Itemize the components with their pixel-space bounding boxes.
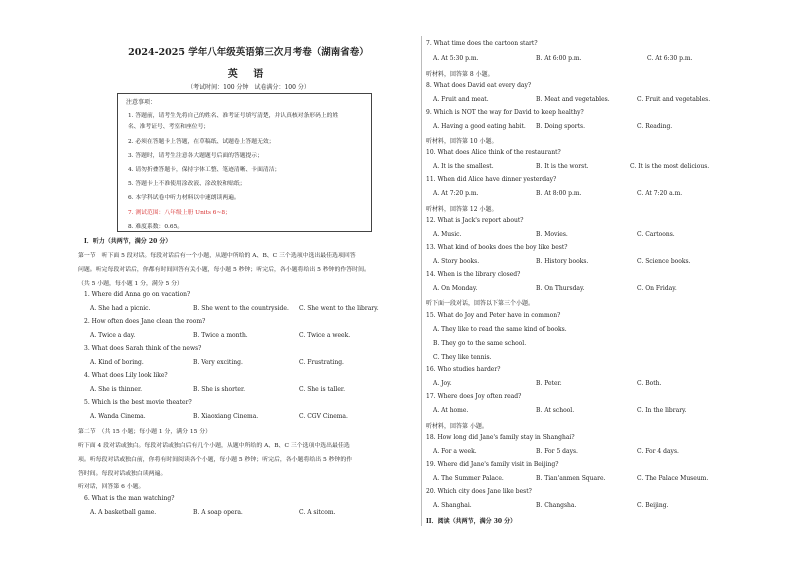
- option-a: A. For a week.: [433, 448, 477, 455]
- option-b: B. They go to the same school.: [433, 340, 527, 347]
- section2-heading: II．阅读（共两节，满分 30 分）: [426, 518, 517, 525]
- notice-item-scope: 7. 测试范围：八年级上册 Units 6~8；: [128, 210, 231, 216]
- question-text: 6. What is the man watching?: [84, 495, 175, 502]
- listen-instruction: 听对话，回答第 6 小题。: [78, 484, 145, 490]
- option-a: A. At 7:20 p.m.: [433, 190, 479, 197]
- question-text: 15. What do Joy and Peter have in common?: [426, 312, 561, 319]
- option-b: B. She went to the countryside.: [193, 305, 289, 312]
- option-b: B. Doing sports.: [536, 123, 585, 130]
- option-a: A. Music.: [433, 231, 462, 238]
- option-b: B. Twice a month.: [193, 332, 248, 339]
- notice-item: 3. 答题时，请考生注意各大题题号后面的答题提示；: [128, 153, 263, 159]
- option-c: C. For 4 days.: [637, 448, 679, 455]
- option-c: C. It is the most delicious.: [630, 163, 710, 170]
- subject-heading: 英 语: [227, 69, 270, 80]
- question-text: 11. When did Alice have dinner yesterday?: [426, 176, 557, 183]
- question-text: 17. Where does Joy often read?: [426, 393, 522, 400]
- option-b: B. Changsha.: [536, 502, 577, 509]
- question-text: 20. Which city does Jane like best?: [426, 488, 532, 495]
- exam-info: （考试时间：100 分钟 试卷满分：100 分）: [187, 84, 310, 91]
- option-b: B. Tian'anmen Square.: [536, 475, 606, 482]
- listen-instruction: 听材料，回答第 12 小题。: [426, 206, 498, 213]
- part2-intro: 答时间。每段对话或独白读两遍。: [78, 471, 167, 477]
- question-text: 12. What is Jack's report about?: [426, 217, 524, 224]
- option-c: C. They like tennis.: [433, 354, 492, 361]
- option-c: C. A sitcom.: [299, 509, 336, 516]
- option-a: A. They like to read the same kind of books.: [433, 326, 567, 333]
- option-b: B. Very exciting.: [193, 359, 243, 366]
- option-c: C. She is taller.: [299, 386, 346, 393]
- question-text: 9. Which is NOT the way for David to keep healthy?: [426, 109, 584, 116]
- option-a: A. Kind of boring.: [90, 359, 144, 366]
- option-c: C. On Friday.: [637, 285, 677, 292]
- question-text: 14. When is the library closed?: [426, 271, 521, 278]
- question-text: 19. Where did Jane's family visit in Beijing?: [426, 461, 559, 468]
- notice-item: 5. 答题卡上不准使用涂改液、涂改胶和贴纸；: [128, 181, 246, 187]
- option-c: C. Twice a week.: [299, 332, 351, 339]
- listen-instruction: 听下面一段对话，回答以下第三个小题。: [426, 300, 535, 307]
- question-text: 16. Who studies harder?: [426, 366, 501, 373]
- notice-box: [117, 93, 372, 232]
- option-c: C. At 6:30 p.m.: [647, 55, 693, 62]
- option-a: A. She had a picnic.: [90, 305, 151, 312]
- question-text: 1. Where did Anna go on vacation?: [84, 291, 191, 298]
- option-a: A. She is thinner.: [90, 386, 143, 393]
- option-b: B. At school.: [536, 407, 575, 414]
- question-text: 4. What does Lily look like?: [84, 372, 168, 379]
- option-a: A. Shanghai.: [433, 502, 472, 509]
- question-text: 5. Which is the best movie theater?: [84, 399, 192, 406]
- part1-intro: 问题。听完每段对话后，你都有时间回答有关小题，每小题 5 秒钟；听完后，各小题将给出 5 秒钟的作答时间。: [78, 267, 370, 273]
- option-c: C. Reading.: [637, 123, 673, 130]
- option-c: C. The Palace Museum.: [637, 475, 709, 482]
- option-b: B. She is shorter.: [193, 386, 246, 393]
- option-a: A. It is the smallest.: [433, 163, 494, 170]
- notice-item: 4. 请勿折叠答题卡，保持字体工整、笔迹清晰、卡面清洁；: [128, 167, 281, 173]
- notice-item: 1. 答题前，请考生先将自己的姓名、准考证号填写清楚，并认真核对条形码上的姓: [128, 113, 339, 119]
- column-divider: [421, 36, 422, 526]
- listen-instruction: 听材料，回答第 8 小题。: [426, 71, 494, 78]
- option-b: B. Movies.: [536, 231, 568, 238]
- option-b: B. For 5 days.: [536, 448, 578, 455]
- part2-heading: 第二节 （共 15 小题；每小题 1 分，满分 15 分）: [78, 429, 212, 435]
- section1-heading: I．听力（共两节，满分 20 分）: [84, 238, 172, 245]
- option-c: C. In the library.: [637, 407, 687, 414]
- option-b: B. At 8:00 p.m.: [536, 190, 582, 197]
- notice-item: 2. 必须在答题卡上答题，在草稿纸、试题卷上答题无效；: [128, 139, 275, 145]
- question-text: 7. What time does the cartoon start?: [426, 40, 538, 47]
- option-b: B. On Thursday.: [536, 285, 585, 292]
- option-c: C. Both.: [637, 380, 662, 387]
- question-text: 10. What does Alice think of the restaurant?: [426, 149, 561, 156]
- option-b: B. It is the worst.: [536, 163, 589, 170]
- question-text: 3. What does Sarah think of the news?: [84, 345, 202, 352]
- option-a: A. Joy.: [433, 380, 452, 387]
- notice-item: 6. 本学科试卷中听力材料以中速朗读两遍。: [128, 195, 240, 201]
- option-b: B. History books.: [536, 258, 589, 265]
- listen-instruction: 听材料，回答第 小题。: [426, 423, 488, 430]
- option-c: C. Beijing.: [637, 502, 669, 509]
- option-a: A. Twice a day.: [90, 332, 136, 339]
- option-b: B. Peter.: [536, 380, 562, 387]
- question-text: 8. What does David eat every day?: [426, 82, 532, 89]
- notice-heading: 注意事项：: [126, 99, 157, 106]
- part2-intro: 项。听每段对话或独白前，你将有时间阅读各个小题，每小题 5 秒钟；听完后，各小题将给出 5 秒钟的作: [78, 457, 353, 463]
- option-a: A. Fruit and meat.: [433, 96, 489, 103]
- option-b: B. At 6:00 p.m.: [536, 55, 582, 62]
- option-b: B. Meat and vegetables.: [536, 96, 610, 103]
- part1-intro: （共 5 小题，每小题 1 分，满分 5 分）: [78, 281, 183, 287]
- notice-item: 名、准考证号、考室和座位号；: [128, 124, 210, 130]
- option-a: A. At home.: [433, 407, 469, 414]
- exam-title: 2024-2025 学年八年级英语第三次月考卷（湖南省卷）: [128, 47, 369, 58]
- option-b: B. Xiaoxiang Cinema.: [193, 413, 259, 420]
- option-c: C. Cartoons.: [637, 231, 675, 238]
- option-c: C. Fruit and vegetables.: [637, 96, 711, 103]
- option-a: A. The Summer Palace.: [433, 475, 504, 482]
- option-b: B. A soap opera.: [193, 509, 243, 516]
- part2-intro: 听下面 4 段对话或独白。每段对话或独白后有几个小题，从题中所给的 A、B、C 三个选项中选出最佳选: [78, 443, 350, 449]
- option-a: A. On Monday.: [433, 285, 478, 292]
- question-text: 13. What kind of books does the boy like best?: [426, 244, 568, 251]
- option-a: A. Wanda Cinema.: [90, 413, 146, 420]
- option-a: A. Story books.: [433, 258, 480, 265]
- question-text: 18. How long did Jane's family stay in Shanghai?: [426, 434, 575, 441]
- option-c: C. She went to the library.: [299, 305, 379, 312]
- option-c: C. Science books.: [637, 258, 691, 265]
- notice-item: 8. 难度系数：0.65。: [128, 224, 184, 230]
- option-c: C. CGV Cinema.: [299, 413, 348, 420]
- option-a: A. A basketball game.: [90, 509, 157, 516]
- option-c: C. At 7:20 a.m.: [637, 190, 683, 197]
- option-a: A. Having a good eating habit.: [433, 123, 526, 130]
- option-a: A. At 5:30 p.m.: [433, 55, 479, 62]
- question-text: 2. How often does Jane clean the room?: [84, 318, 206, 325]
- part1-intro: 第一节 听下面 5 段对话。每段对话后有一个小题，从题中所给的 A、B、C 三个选项中选出最佳选项回答: [78, 253, 356, 259]
- option-c: C. Frustrating.: [299, 359, 344, 366]
- listen-instruction: 听材料，回答第 10 小题。: [426, 138, 498, 145]
